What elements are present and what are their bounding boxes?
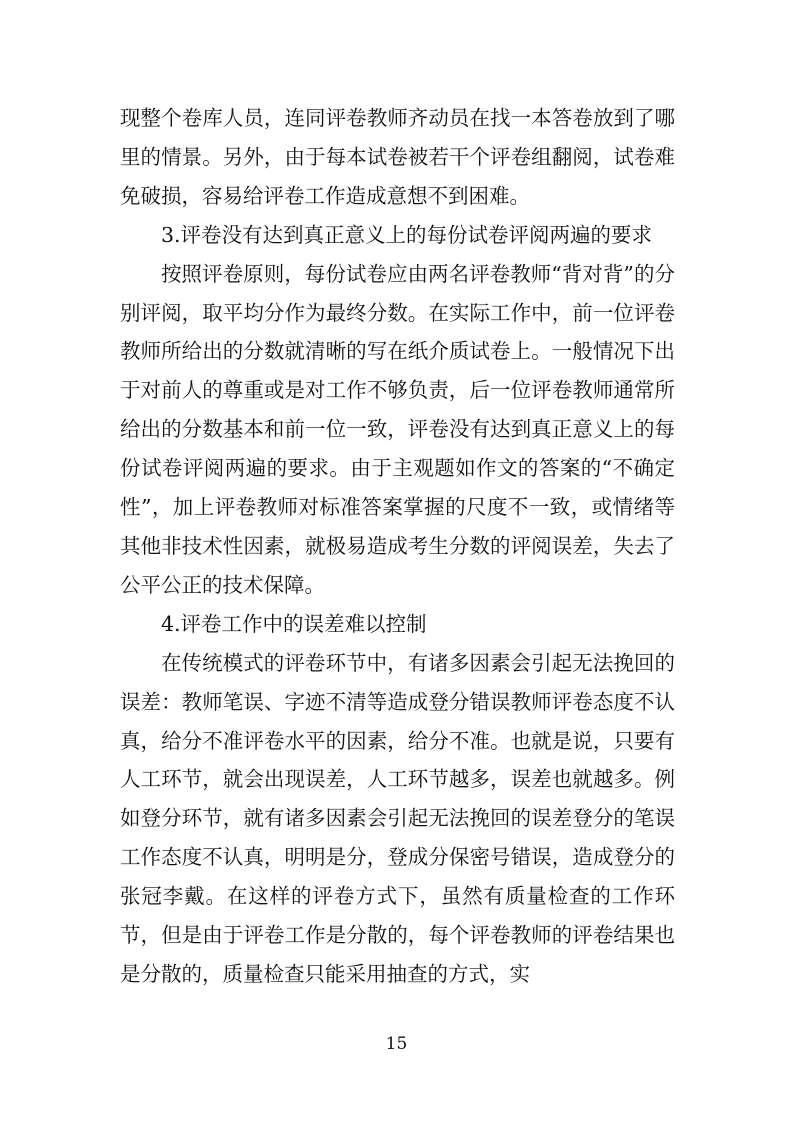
paragraph-continued: 现整个卷库人员，连同评卷教师齐动员在找一本答卷放到了哪里的情景。另外，由于每本试卷被若干个评卷组翻阅，试卷难免破损，容易给评卷工作造成意想不到困难。: [120, 106, 675, 208]
paragraph-evaluation-principle: 按照评卷原则，每份试卷应由两名评卷教师“背对背”的分别评阅，取平均分作为最终分数。在实际工作中，前一位评卷教师所给出的分数就清晰的写在纸介质试卷上。一般情况下出于对前人的尊重或是对工作不够负责，后一位评卷教师通常所给出的分数基本和前一位一致，评卷没有达到真正意义上的每份试卷评阅两遍的要求。由于主观题如作文的答案的“不确定性”，加上评卷教师对标准答案掌握的尺度不一致，或情绪等其他非技术性因素，就极易造成考生分数的评阅误差，失去了公平公正的技术保障。: [120, 261, 675, 597]
section-heading-4: 4.评卷工作中的误差难以控制: [161, 611, 427, 636]
section-heading-3: 3.评卷没有达到真正意义上的每份试卷评阅两遍的要求: [161, 222, 653, 247]
body-text: [120, 99, 675, 994]
page-number: 15: [385, 1034, 408, 1054]
paragraph-error-control: 在传统模式的评卷环节中，有诸多因素会引起无法挽回的误差：教师笔误、字迹不清等造成登分错误教师评卷态度不认真，给分不准评卷水平的因素，给分不准。也就是说，只要有人工环节，就会出现误差，人工环节越多，误差也就越多。例如登分环节，就有诸多因素会引起无法挽回的误差登分的笔误工作态度不认真，明明是分，登成分保密号错误，造成登分的张冠李戴。在这样的评卷方式下，虽然有质量检查的工作环节，但是由于评卷工作是分散的，每个评卷教师的评卷结果也是分散的，质量检查只能采用抽查的方式，实: [120, 650, 675, 986]
